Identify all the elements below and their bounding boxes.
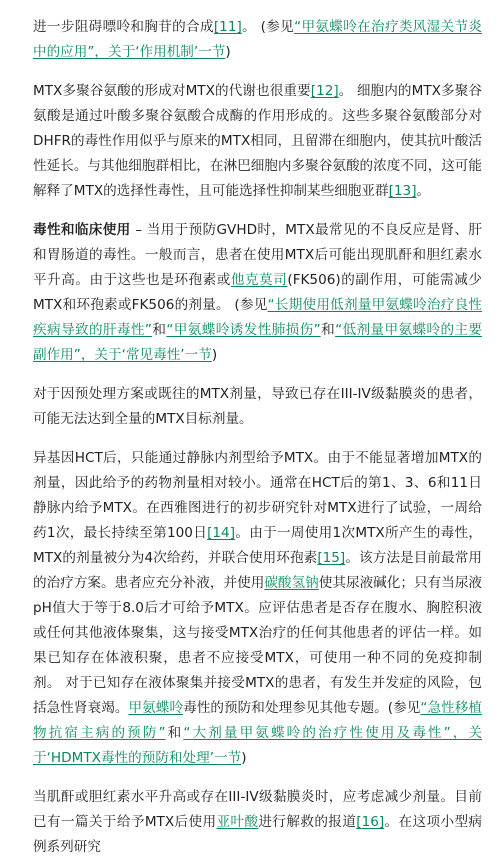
text-span: 当肌酐或胆红素水平升高或存在III-IV级黏膜炎时，应考虑减少剂量。目前已有一篇关于给予MTX后使用 — [33, 789, 482, 830]
text-span: ) — [225, 44, 231, 60]
reference-link-12[interactable]: [12] — [310, 83, 339, 99]
drug-link-leucovorin[interactable]: 亚叶酸 — [216, 814, 259, 830]
reference-link-16[interactable]: [16] — [356, 814, 385, 830]
text-span: 毒性的预防和处理参见其他专题。(参见 — [183, 700, 421, 716]
paragraph-administration — [33, 446, 482, 771]
text-span: 进行解救的报道 — [258, 814, 357, 830]
reference-link-15[interactable]: [15] — [317, 550, 346, 566]
reference-link-11[interactable]: [11] — [213, 19, 242, 35]
drug-link-sodium-bicarbonate[interactable]: 碳酸氢钠 — [264, 575, 319, 591]
text-span: 和 — [320, 322, 336, 338]
link-low-dose-side-effects[interactable]: “低剂量甲氨蝶呤的主要副作用”，关于‘常见毒性’一节 — [33, 322, 483, 363]
link-gvhd-prevention[interactable]: “急性移植物抗宿主病的预防” — [33, 700, 483, 741]
text-span: ) — [211, 347, 218, 363]
drug-link-methotrexate[interactable]: 甲氨蝶呤 — [128, 700, 184, 716]
link-hdmtx-toxicity[interactable]: “大剂量甲氨蝶呤的治疗性使用及毒性”，关于‘HDMTX毒性的预防和处理’一节 — [33, 725, 482, 766]
section-heading: 毒性和临床使用 — [33, 222, 131, 238]
paragraph-polyglutamates — [33, 79, 482, 204]
drug-link-tacrolimus[interactable]: 他克莫司 — [230, 272, 288, 288]
text-span: ) — [241, 750, 247, 766]
text-span: 。由于一周使用1次MTX所产生的毒性，MTX的剂量被分为4次给药，并联合使用环孢素 — [33, 525, 482, 566]
text-span: 。 — [416, 183, 431, 199]
text-span: 对于因预处理方案或既往的MTX剂量，导致已存在III-IV级黏膜炎的患者，可能无法达到全量的MTX目标剂量。 — [33, 386, 482, 427]
link-hepatotoxicity[interactable]: “长期使用低剂量甲氨蝶呤治疗良性疾病导致的肝毒性” — [33, 297, 482, 338]
reference-link-13[interactable]: [13] — [388, 183, 417, 199]
text-span: 。 (参见 — [241, 19, 295, 35]
text-span: – 当用于预防GVHD时，MTX最常见的不良反应是肾、肝和胃肠道的毒性。一般而言，患者在使用MTX后可能出现肌酐和胆红素水平升高。由于这些也是环孢素或 — [33, 222, 483, 288]
text-span: MTX多聚谷氨酸的形成对MTX的代谢也很重要 — [33, 83, 311, 99]
paragraph-mucositis — [33, 382, 482, 432]
text-span: 和 — [165, 725, 184, 741]
paragraph-toxicity — [33, 218, 482, 368]
reference-link-14[interactable]: [14] — [207, 525, 236, 541]
text-span: 。在这项小型病例系列研究 — [33, 814, 483, 855]
text-span: 和 — [151, 322, 167, 338]
text-span: (FK506)的副作用，可能需减少MTX和环孢素或FK506的剂量。 (参见 — [33, 272, 482, 313]
link-lung-injury[interactable]: “甲氨蝶呤诱发性肺损伤” — [166, 322, 321, 338]
link-mtx-rheumatoid-arthritis[interactable]: “甲氨蝶呤在治疗类风湿关节炎中的应用”，关于‘作用机制’一节 — [33, 19, 483, 60]
text-span: 使其尿液碱化；只有当尿液pH值大于等于8.0后才可给予MTX。应评估患者是否存在腹水、胸腔积液或任何其他液体聚集，这与接受MTX治疗的任何其他患者的评估一样。如果已知存在体液积聚，患者不应接受MTX，可使用一种不同的免疫抑制剂。 对于已知存在液体聚集并接受MTX的患者，有发生并发症的风险，包括急性肾衰竭。 — [33, 575, 483, 716]
paragraph-dose-reduction — [33, 785, 482, 860]
text-span: 。 细胞内的MTX多聚谷氨酸是通过叶酸多聚谷氨酸合成酶的作用形成的。这些多聚谷氨酸部分对DHFR的毒性作用似乎与原来的MTX相同，且留滞在细胞内，使其抗叶酸活性延长。与其他细胞群相比，在淋巴细胞内多聚谷氨酸的浓度不同，这可能解释了MTX的选择性毒性，且可能选择性抑制某些细胞亚群 — [33, 83, 482, 199]
text-span: 异基因HCT后，只能通过静脉内剂型给予MTX。由于不能显著增加MTX的剂量，因此给予的药物剂量相对较小。通常在HCT后的第1、3、6和11日静脉内给予MTX。在西雅图进行的初步研究针对MTX进行了试验，一周给药1次，最长持续至第100日 — [33, 450, 482, 541]
document-body — [0, 15, 500, 855]
text-span: 。该方法是目前最常用的治疗方案。患者应充分补液，并使用 — [33, 550, 482, 591]
text-span: 进一步阻碍嘌呤和胸苷的合成 — [33, 19, 214, 35]
paragraph-purine-synthesis — [33, 15, 482, 65]
